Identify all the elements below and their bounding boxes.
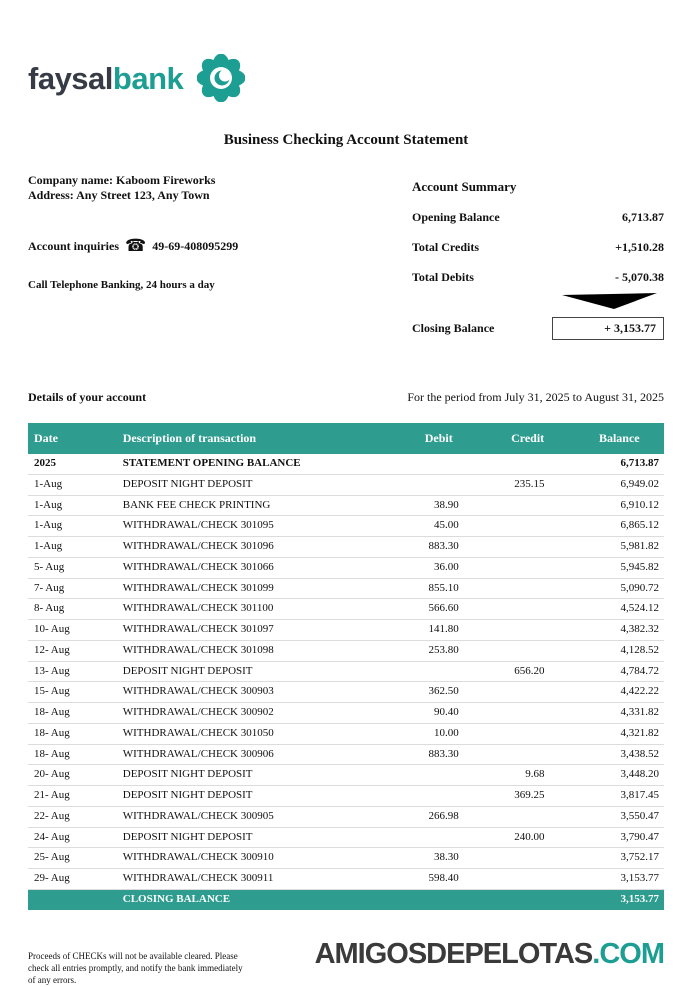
cell-balance: 4,422.22 [575, 682, 664, 703]
down-arrow-icon [562, 293, 658, 310]
table-row [28, 806, 664, 827]
cell-balance: 3,790.47 [575, 827, 664, 848]
cell-balance: 4,524.12 [575, 599, 664, 620]
table-row [28, 744, 664, 765]
header-balance: Balance [575, 423, 664, 454]
cell-credit: 369.25 [481, 786, 575, 807]
table-row [28, 599, 664, 620]
table-row [28, 682, 664, 703]
cell-debit: 883.30 [397, 537, 481, 558]
cell-description: WITHDRAWAL/CHECK 301100 [120, 599, 397, 620]
cell-description: WITHDRAWAL/CHECK 301066 [120, 557, 397, 578]
cell-date: 2025 [28, 454, 120, 474]
cell-credit [481, 682, 575, 703]
header-date: Date [28, 423, 120, 454]
cell-date: 1-Aug [28, 537, 120, 558]
cell-date: 29- Aug [28, 869, 120, 890]
summary-row-opening-balance [412, 210, 664, 225]
account-inquiries-line [28, 235, 388, 256]
cell-debit [397, 786, 481, 807]
table-row [28, 640, 664, 661]
cell-date: 7- Aug [28, 578, 120, 599]
cell-description: WITHDRAWAL/CHECK 300902 [120, 703, 397, 724]
cell-description: WITHDRAWAL/CHECK 300906 [120, 744, 397, 765]
table-row [28, 516, 664, 537]
cell-credit [481, 869, 575, 890]
cell-credit: 9.68 [481, 765, 575, 786]
cell-balance: 4,128.52 [575, 640, 664, 661]
cell-debit [397, 889, 481, 909]
cell-description: STATEMENT OPENING BALANCE [120, 454, 397, 474]
cell-date: 12- Aug [28, 640, 120, 661]
closing-balance-box: + 3,153.77 [552, 317, 664, 340]
cell-debit: 141.80 [397, 620, 481, 641]
cell-description: DEPOSIT NIGHT DEPOSIT [120, 765, 397, 786]
cell-debit: 566.60 [397, 599, 481, 620]
cell-credit: 240.00 [481, 827, 575, 848]
cell-credit [481, 516, 575, 537]
cell-balance: 3,448.20 [575, 765, 664, 786]
cell-date: 24- Aug [28, 827, 120, 848]
summary-label: Total Debits [412, 270, 474, 284]
cell-credit [481, 620, 575, 641]
summary-arrow-wrap [412, 293, 664, 311]
cell-debit: 38.90 [397, 495, 481, 516]
cell-balance: 3,550.47 [575, 806, 664, 827]
cell-date: 20- Aug [28, 765, 120, 786]
table-row [28, 661, 664, 682]
site-logo-tld: .COM [592, 937, 664, 970]
header-description: Description of transaction [120, 423, 397, 454]
cell-description: WITHDRAWAL/CHECK 301050 [120, 723, 397, 744]
cell-description: WITHDRAWAL/CHECK 301097 [120, 620, 397, 641]
cell-description: BANK FEE CHECK PRINTING [120, 495, 397, 516]
cell-description: WITHDRAWAL/CHECK 300910 [120, 848, 397, 869]
telephone-banking-note: Call Telephone Banking, 24 hours a day [28, 278, 215, 291]
cell-credit: 656.20 [481, 661, 575, 682]
cell-date: 21- Aug [28, 786, 120, 807]
cell-date: 13- Aug [28, 661, 120, 682]
table-row [28, 723, 664, 744]
cell-date [28, 889, 120, 909]
transactions-table [28, 423, 664, 910]
summary-row-total-credits [412, 240, 664, 255]
cell-balance: 3,153.77 [575, 869, 664, 890]
table-row [28, 495, 664, 516]
cell-balance: 6,949.02 [575, 474, 664, 495]
summary-label: Opening Balance [412, 210, 500, 224]
cell-debit: 90.40 [397, 703, 481, 724]
cell-debit: 266.98 [397, 806, 481, 827]
faysalbank-rosette-icon [197, 54, 245, 102]
cell-credit [481, 723, 575, 744]
cell-description: DEPOSIT NIGHT DEPOSIT [120, 827, 397, 848]
cell-balance: 5,981.82 [575, 537, 664, 558]
logo-text-bank: bank [112, 60, 184, 96]
table-row [28, 869, 664, 890]
cell-credit [481, 744, 575, 765]
cell-balance: 5,945.82 [575, 557, 664, 578]
cell-credit [481, 454, 575, 474]
cell-balance: 4,382.32 [575, 620, 664, 641]
summary-row-total-debits [412, 270, 664, 285]
cell-date: 18- Aug [28, 703, 120, 724]
company-name: Company name: Kaboom Fireworks [28, 173, 216, 187]
cell-credit [481, 703, 575, 724]
statement-title: Business Checking Account Statement [223, 132, 469, 148]
details-header-row [28, 390, 664, 405]
cell-description: WITHDRAWAL/CHECK 301096 [120, 537, 397, 558]
bank-logo-text [28, 60, 184, 96]
table-row [28, 765, 664, 786]
cell-date: 1-Aug [28, 474, 120, 495]
cell-description: WITHDRAWAL/CHECK 300905 [120, 806, 397, 827]
cell-date: 8- Aug [28, 599, 120, 620]
cell-description: DEPOSIT NIGHT DEPOSIT [120, 786, 397, 807]
site-logo [314, 937, 664, 987]
site-logo-name: AMIGOSDEPELOTAS [314, 937, 593, 970]
cell-description: WITHDRAWAL/CHECK 300911 [120, 869, 397, 890]
account-summary [412, 173, 664, 340]
cell-balance: 5,090.72 [575, 578, 664, 599]
table-row [28, 827, 664, 848]
closing-balance-label: Closing Balance [412, 321, 495, 335]
table-row [28, 703, 664, 724]
summary-value: 6,713.87 [622, 210, 664, 224]
header-debit: Debit [397, 423, 481, 454]
cell-credit [481, 848, 575, 869]
disclaimer-text: Proceeds of CHECKs will not be available cleared. Please check all entries promptly, and notify the bank immediately of any errors. [28, 951, 243, 986]
cell-description: DEPOSIT NIGHT DEPOSIT [120, 661, 397, 682]
cell-description: WITHDRAWAL/CHECK 300903 [120, 682, 397, 703]
cell-credit [481, 640, 575, 661]
cell-credit [481, 889, 575, 909]
cell-date: 1-Aug [28, 495, 120, 516]
cell-credit [481, 599, 575, 620]
page-footer [28, 937, 664, 987]
cell-description: CLOSING BALANCE [120, 889, 397, 909]
cell-credit: 235.15 [481, 474, 575, 495]
cell-date: 18- Aug [28, 744, 120, 765]
cell-debit: 253.80 [397, 640, 481, 661]
table-row [28, 786, 664, 807]
table-header-row [28, 423, 664, 454]
cell-balance: 6,910.12 [575, 495, 664, 516]
cell-date: 15- Aug [28, 682, 120, 703]
table-row [28, 557, 664, 578]
account-summary-heading: Account Summary [412, 179, 517, 194]
phone-icon: ☎ [125, 235, 147, 256]
summary-label: Total Credits [412, 240, 480, 254]
table-row [28, 474, 664, 495]
cell-description: WITHDRAWAL/CHECK 301098 [120, 640, 397, 661]
bank-logo [28, 52, 664, 104]
company-info [28, 173, 388, 340]
cell-debit [397, 827, 481, 848]
cell-balance: 3,153.77 [575, 889, 664, 909]
closing-balance-line [412, 317, 664, 340]
cell-debit: 10.00 [397, 723, 481, 744]
cell-balance: 4,331.82 [575, 703, 664, 724]
cell-debit: 362.50 [397, 682, 481, 703]
cell-debit: 855.10 [397, 578, 481, 599]
details-heading: Details of your account [28, 390, 147, 404]
cell-balance: 6,865.12 [575, 516, 664, 537]
cell-debit: 45.00 [397, 516, 481, 537]
cell-description: WITHDRAWAL/CHECK 301099 [120, 578, 397, 599]
cell-description: DEPOSIT NIGHT DEPOSIT [120, 474, 397, 495]
cell-debit: 38.30 [397, 848, 481, 869]
cell-debit [397, 765, 481, 786]
cell-date: 18- Aug [28, 723, 120, 744]
cell-date: 10- Aug [28, 620, 120, 641]
cell-balance: 3,752.17 [575, 848, 664, 869]
cell-debit [397, 661, 481, 682]
account-inquiries-number: 49-69-408095299 [152, 238, 239, 253]
cell-credit [481, 537, 575, 558]
cell-date: 22- Aug [28, 806, 120, 827]
table-row [28, 537, 664, 558]
logo-text-faysal: faysal [28, 60, 113, 96]
statement-period: For the period from July 31, 2025 to August 31, 2025 [407, 390, 664, 404]
cell-credit [481, 495, 575, 516]
cell-credit [481, 557, 575, 578]
table-row [28, 578, 664, 599]
cell-debit: 883.30 [397, 744, 481, 765]
cell-balance: 3,817.45 [575, 786, 664, 807]
cell-debit: 598.40 [397, 869, 481, 890]
cell-debit [397, 474, 481, 495]
account-inquiries-label: Account inquiries [28, 238, 120, 253]
cell-date: 25- Aug [28, 848, 120, 869]
cell-debit [397, 454, 481, 474]
cell-debit: 36.00 [397, 557, 481, 578]
cell-balance: 4,784.72 [575, 661, 664, 682]
cell-date: 1-Aug [28, 516, 120, 537]
cell-balance: 4,321.82 [575, 723, 664, 744]
cell-credit [481, 578, 575, 599]
cell-description: WITHDRAWAL/CHECK 301095 [120, 516, 397, 537]
cell-date: 5- Aug [28, 557, 120, 578]
table-row [28, 620, 664, 641]
info-section [28, 173, 664, 340]
cell-balance: 3,438.52 [575, 744, 664, 765]
closing-balance-row [28, 889, 664, 909]
opening-balance-row [28, 454, 664, 474]
header-credit: Credit [481, 423, 575, 454]
company-address: Address: Any Street 123, Any Town [28, 188, 210, 203]
table-row [28, 848, 664, 869]
summary-value: +1,510.28 [615, 240, 664, 254]
summary-value: - 5,070.38 [615, 270, 664, 284]
cell-credit [481, 806, 575, 827]
cell-balance: 6,713.87 [575, 454, 664, 474]
